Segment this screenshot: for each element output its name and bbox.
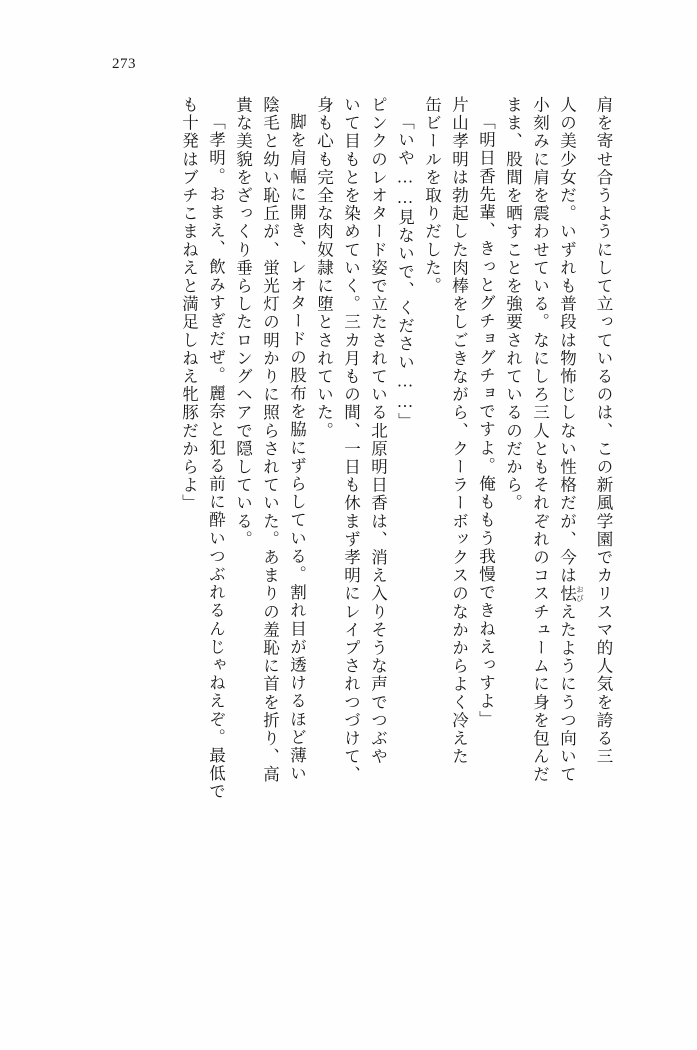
text-line: 「孝明。おまえ、飲みすぎだぜ。麗奈と犯る前に酔いつぶれるんじゃねえぞ。最低で xyxy=(206,113,226,801)
text-line: 缶ビールを取りだした。 xyxy=(422,96,442,296)
text-line: 肩を寄せ合うようにして立っているのは、この新風学園でカリスマ的人気を誇る三 xyxy=(594,96,613,766)
page-number: 273 xyxy=(112,56,136,72)
text-line: も十発はブチこまねえと満足しねえ牝豚だからよ」 xyxy=(179,96,199,513)
text-line: まま、股間を晒すことを強要されているのだから。 xyxy=(503,96,523,513)
text-line: ピンクのレオタード姿で立たされている北原明日香は、消え入りそうな声でつぶや xyxy=(368,96,388,766)
text-line: 「明日香先輩、きっとグチョグチョですよ。俺ももう我慢できねえっすよ」 xyxy=(476,113,496,729)
text-line: 「いや……見ないで、ください……」 xyxy=(395,113,415,431)
text-line: 脚を肩幅に開き、レオタードの股布を脇にずらしている。割れ目が透けるほど薄い xyxy=(287,113,307,783)
text-line: 片山孝明は勃起した肉棒をしごきながら、クーラーボックスのなかからよく冷えた xyxy=(449,96,469,766)
text-line: 小刻みに肩を震わせている。なにしろ三人ともそれぞれのコスチュームに身を包んだ xyxy=(530,96,550,784)
vertical-text-body xyxy=(71,96,611,956)
text-line: 人の美少女だ。いずれも普段は物怖じしない性格だが、今は怯 おびえたようにうつ向いて xyxy=(557,96,585,784)
ruby-annotation: 怯 おび xyxy=(557,584,585,603)
text-line: いて目もとを染めていく。三カ月もの間、一日も休まず孝明にレイプされつづけて、 xyxy=(341,96,361,784)
text-line: 陰毛と幼い恥丘が、蛍光灯の明かりに照らされていた。あまりの羞恥に首を折り、高 xyxy=(260,96,280,784)
text-line: 身も心も完全な肉奴隷に堕とされていた。 xyxy=(314,96,334,440)
text-line: 貴な美貌をざっくり垂らしたロングヘアで隠している。 xyxy=(233,96,253,549)
